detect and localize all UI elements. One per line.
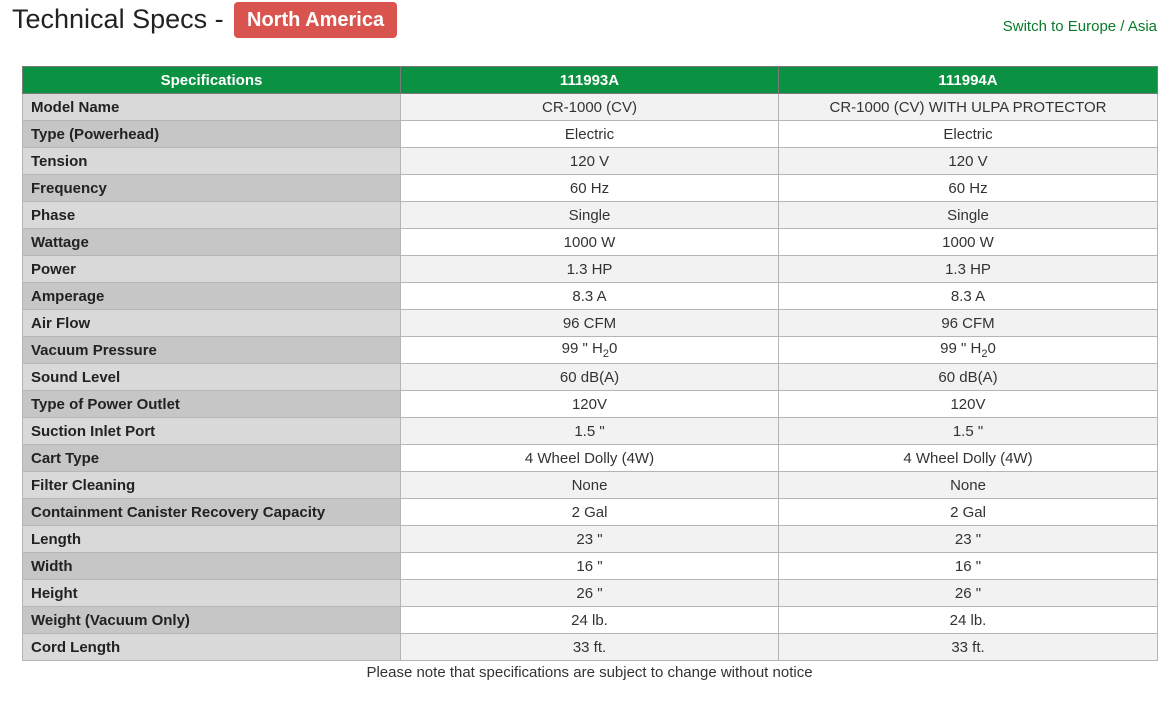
page-title: Technical Specs -: [12, 4, 224, 34]
table-row: [23, 229, 1158, 256]
spec-value-111993a: Single: [401, 202, 779, 229]
region-badge: North America: [234, 2, 397, 38]
spec-value-111993a: 26 ": [401, 580, 779, 607]
spec-label: Cord Length: [23, 634, 401, 661]
spec-label: Suction Inlet Port: [23, 418, 401, 445]
spec-label: Sound Level: [23, 364, 401, 391]
spec-value-111994a: None: [779, 472, 1158, 499]
spec-value-111994a: CR-1000 (CV) WITH ULPA PROTECTOR: [779, 94, 1158, 121]
table-row: [23, 256, 1158, 283]
spec-value-111993a: 33 ft.: [401, 634, 779, 661]
spec-label: Amperage: [23, 283, 401, 310]
spec-label: Length: [23, 526, 401, 553]
spec-label: Type of Power Outlet: [23, 391, 401, 418]
page-header: [0, 0, 1171, 44]
spec-value-111994a: 60 Hz: [779, 175, 1158, 202]
switch-region-link[interactable]: Switch to Europe / Asia: [1002, 18, 1157, 35]
table-row: [23, 121, 1158, 148]
table-row: [23, 526, 1158, 553]
column-header-specifications: Specifications: [23, 67, 401, 94]
table-row: [23, 364, 1158, 391]
spec-label: Width: [23, 553, 401, 580]
spec-value-111993a: 4 Wheel Dolly (4W): [401, 445, 779, 472]
spec-label: Weight (Vacuum Only): [23, 607, 401, 634]
spec-label: Power: [23, 256, 401, 283]
spec-value-111993a: 60 Hz: [401, 175, 779, 202]
table-row: [23, 634, 1158, 661]
spec-value-111993a: 60 dB(A): [401, 364, 779, 391]
table-row: [23, 337, 1158, 364]
spec-value-111993a: CR-1000 (CV): [401, 94, 779, 121]
spec-value-111993a: 1000 W: [401, 229, 779, 256]
spec-label: Tension: [23, 148, 401, 175]
spec-value-111994a: 60 dB(A): [779, 364, 1158, 391]
spec-label: Vacuum Pressure: [23, 337, 401, 364]
table-row: [23, 580, 1158, 607]
table-row: [23, 283, 1158, 310]
spec-label: Filter Cleaning: [23, 472, 401, 499]
spec-value-111994a: Electric: [779, 121, 1158, 148]
spec-value-111993a: 23 ": [401, 526, 779, 553]
spec-value-111994a: 120 V: [779, 148, 1158, 175]
spec-value-111993a: 16 ": [401, 553, 779, 580]
spec-label: Type (Powerhead): [23, 121, 401, 148]
spec-label: Height: [23, 580, 401, 607]
specs-table: [22, 66, 1158, 661]
spec-label: Model Name: [23, 94, 401, 121]
spec-value-111994a: 96 CFM: [779, 310, 1158, 337]
table-row: [23, 94, 1158, 121]
table-row: [23, 418, 1158, 445]
spec-value-111993a: 120V: [401, 391, 779, 418]
spec-value-111994a: 16 ": [779, 553, 1158, 580]
spec-value-111993a: 24 lb.: [401, 607, 779, 634]
table-row: [23, 391, 1158, 418]
spec-value-111994a: 1.3 HP: [779, 256, 1158, 283]
spec-value-111994a: 120V: [779, 391, 1158, 418]
spec-value-111993a: 2 Gal: [401, 499, 779, 526]
spec-value-111994a: 8.3 A: [779, 283, 1158, 310]
table-row: [23, 148, 1158, 175]
spec-label: Phase: [23, 202, 401, 229]
spec-value-111993a: 99 " $H_20$: [401, 337, 779, 364]
table-row: [23, 310, 1158, 337]
spec-label: Air Flow: [23, 310, 401, 337]
spec-value-111994a: 1.5 ": [779, 418, 1158, 445]
spec-value-111994a: 99 " $H_20$: [779, 337, 1158, 364]
column-header-111993a: 111993A: [401, 67, 779, 94]
table-row: [23, 472, 1158, 499]
spec-value-111994a: Single: [779, 202, 1158, 229]
table-row: [23, 607, 1158, 634]
table-row: [23, 445, 1158, 472]
spec-label: Cart Type: [23, 445, 401, 472]
spec-label: Wattage: [23, 229, 401, 256]
spec-value-111993a: 96 CFM: [401, 310, 779, 337]
spec-value-111993a: 120 V: [401, 148, 779, 175]
spec-value-111994a: 24 lb.: [779, 607, 1158, 634]
table-row: [23, 553, 1158, 580]
spec-value-111993a: 8.3 A: [401, 283, 779, 310]
specs-header-row: [23, 67, 1158, 94]
spec-value-111993a: 1.5 ": [401, 418, 779, 445]
spec-value-111994a: 4 Wheel Dolly (4W): [779, 445, 1158, 472]
spec-label: Frequency: [23, 175, 401, 202]
spec-value-111993a: 1.3 HP: [401, 256, 779, 283]
spec-label: Containment Canister Recovery Capacity: [23, 499, 401, 526]
column-header-111994a: 111994A: [779, 67, 1158, 94]
table-row: [23, 499, 1158, 526]
table-row: [23, 175, 1158, 202]
spec-value-111994a: 33 ft.: [779, 634, 1158, 661]
spec-value-111993a: None: [401, 472, 779, 499]
spec-value-111994a: 2 Gal: [779, 499, 1158, 526]
spec-value-111993a: Electric: [401, 121, 779, 148]
spec-value-111994a: 1000 W: [779, 229, 1158, 256]
spec-value-111994a: 23 ": [779, 526, 1158, 553]
footnote: Please note that specifications are subject to change without notice: [366, 664, 813, 681]
table-row: [23, 202, 1158, 229]
spec-value-111994a: 26 ": [779, 580, 1158, 607]
